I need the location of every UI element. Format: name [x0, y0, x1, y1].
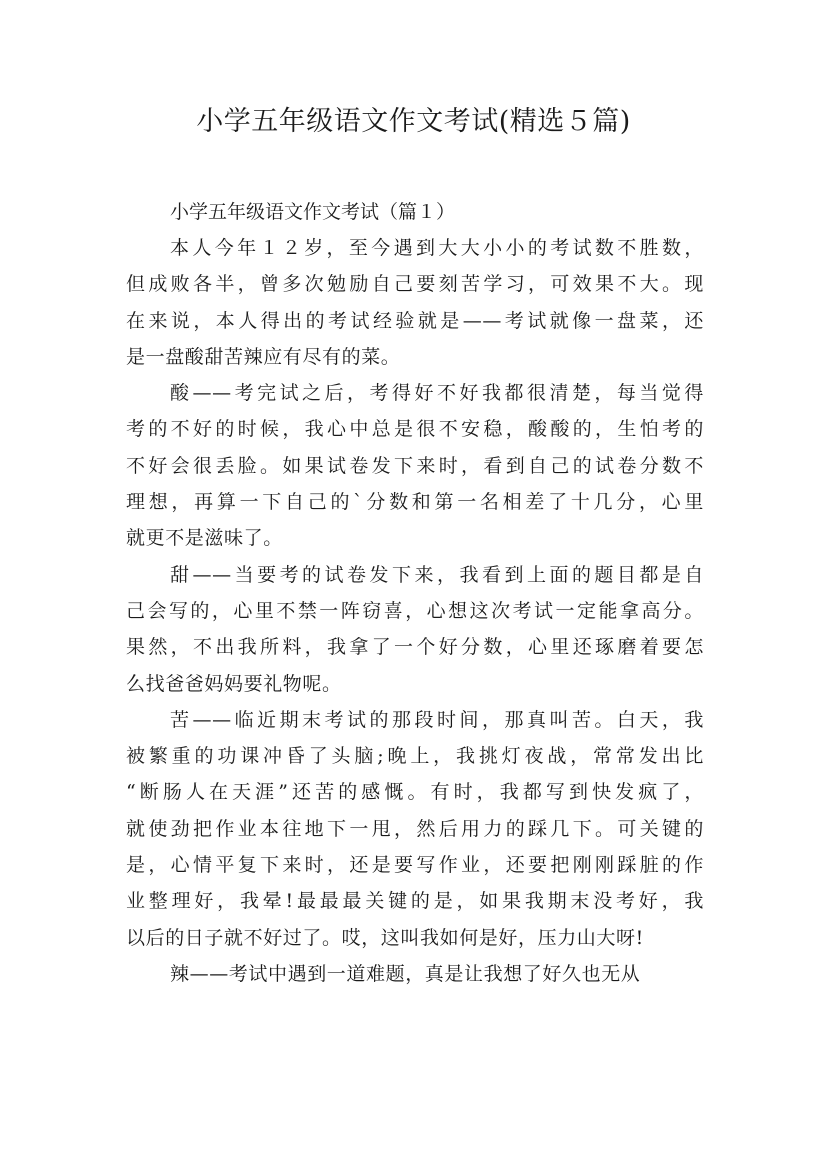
paragraph [126, 702, 704, 956]
text-line: 是，心情平复下来时，还是要写作业，还要把刚刚踩脏的作 [126, 854, 704, 877]
text-line: 甜——当要考的试卷发下来，我看到上面的题目都是自 [170, 563, 704, 586]
text-line: 是一盘酸甜苦辣应有尽有的菜。 [126, 345, 401, 368]
text-line: 就使劲把作业本往地下一甩，然后用力的踩几下。可关键的 [126, 817, 704, 840]
text-line: “断肠人在天涯”还苦的感慨。有时，我都写到快发疯了， [126, 781, 704, 804]
paragraph [126, 375, 704, 556]
text-line: 考的不好的时候，我心中总是很不安稳，酸酸的，生怕考的 [126, 418, 704, 441]
text-line: 不好会很丢脸。如果试卷发下来时，看到自己的试卷分数不 [126, 454, 704, 477]
text-line: 果然，不出我所料，我拿了一个好分数，心里还琢磨着要怎 [126, 636, 704, 659]
text-line: 苦——临近期末考试的那段时间，那真叫苦。白天，我 [170, 708, 704, 731]
text-line: 理想，再算一下自己的`分数和第一名相差了十几分，心里 [126, 491, 704, 514]
paragraph-list [126, 230, 704, 992]
text-line: 本人今年１２岁，至今遇到大大小小的考试数不胜数， [170, 237, 704, 259]
text-line: 辣——考试中遇到一道难题，真是让我想了好久也无从 [170, 962, 641, 985]
paragraph [126, 956, 704, 992]
text-line: 但成败各半，曾多次勉励自己要刻苦学习，可效果不大。现 [126, 273, 704, 296]
text-line: 么找爸爸妈妈要礼物呢。 [126, 672, 342, 695]
text-line: 己会写的，心里不禁一阵窃喜，心想这次考试一定能拿高分。 [126, 599, 704, 622]
text-line: 业整理好，我晕!最最最关键的是，如果我期末没考好，我 [126, 890, 704, 913]
text-line: 酸——考完试之后，考得好不好我都很清楚，每当觉得 [170, 382, 704, 405]
text-line: 就更不是滋味了。 [126, 527, 283, 550]
text-line: 被繁重的功课冲昏了头脑;晚上，我挑灯夜战，常常发出比 [126, 745, 704, 768]
section-heading: 小学五年级语文作文考试（篇１） [170, 201, 456, 223]
text-line: 以后的日子就不好过了。哎，这叫我如何是好，压力山大呀! [126, 926, 644, 949]
text-line: 在来说，本人得出的考试经验就是——考试就像一盘菜，还 [126, 309, 704, 332]
paragraph [126, 230, 704, 375]
page-title: 小学五年级语文作文考试(精选５篇) [196, 106, 631, 137]
paragraph [126, 557, 704, 702]
document-body [126, 194, 704, 992]
